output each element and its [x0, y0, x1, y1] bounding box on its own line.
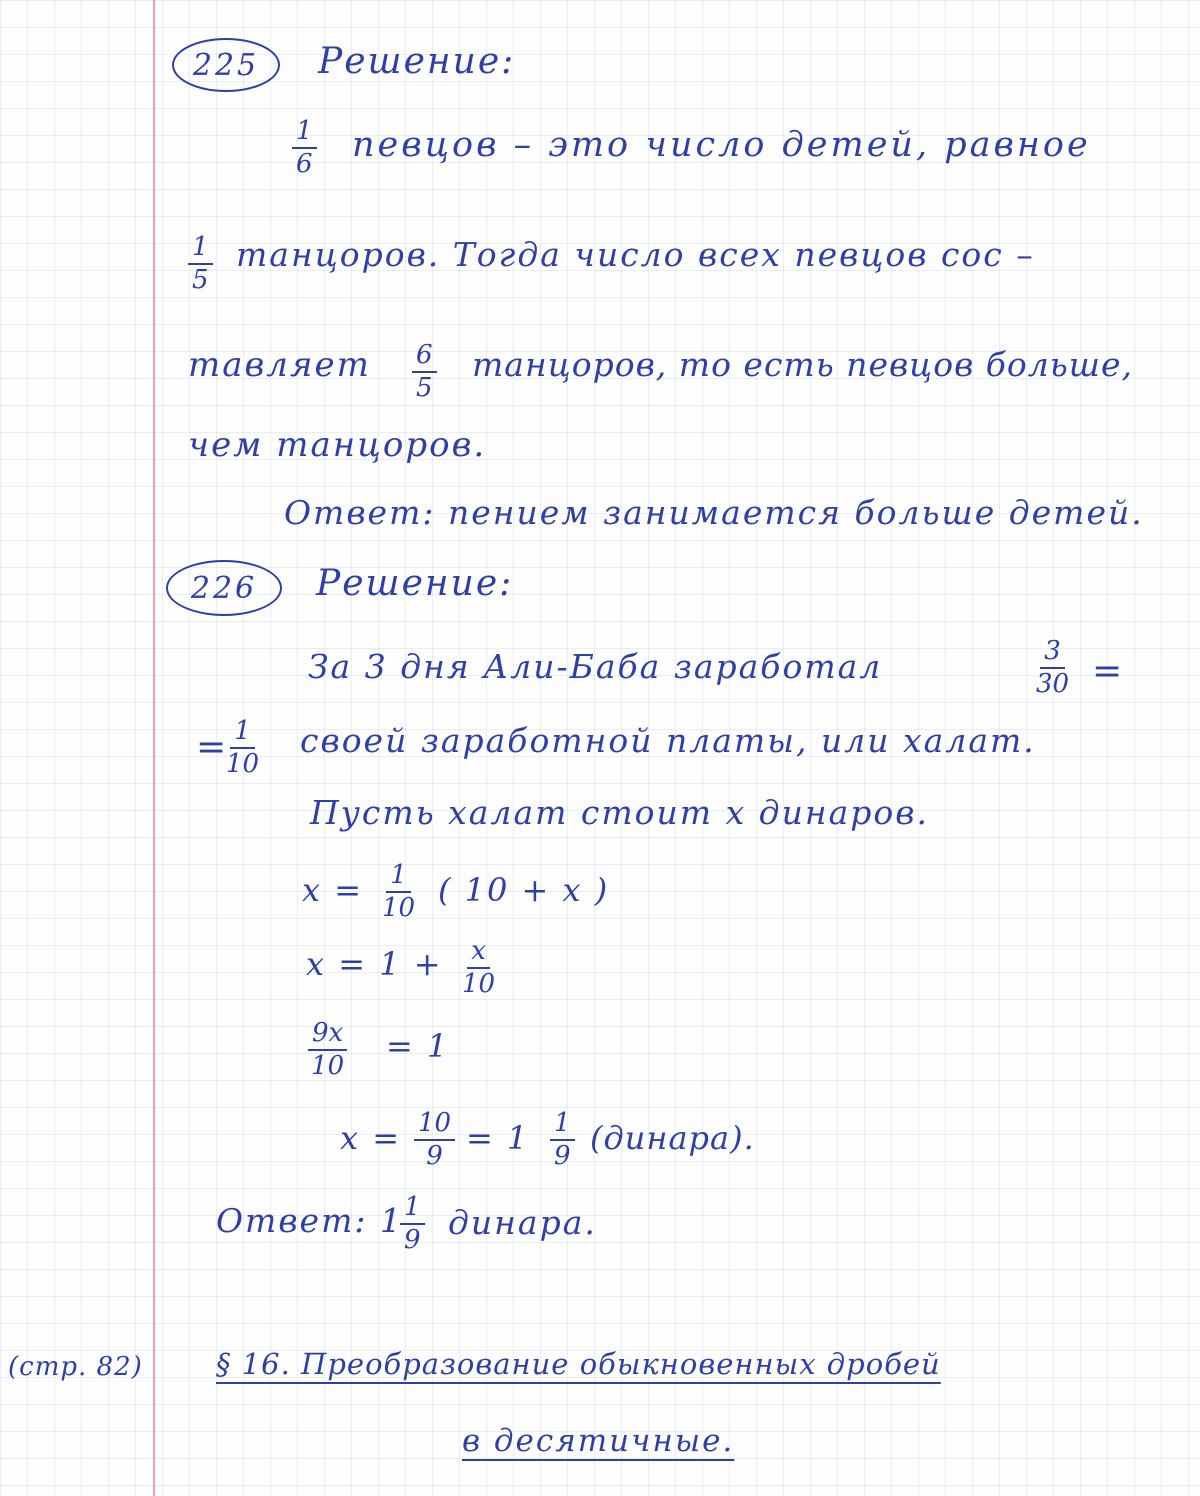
- text-line: своей заработной платы, или халат.: [300, 721, 1036, 760]
- equals-sign: =: [196, 727, 229, 768]
- fraction: $\frac{6}{5}$: [412, 342, 437, 403]
- text-line: Пусть халат стоит x динаров.: [310, 793, 929, 832]
- answer-line: Ответ: 1: [216, 1201, 403, 1240]
- answer-line: Ответ: пением занимается больше детей.: [284, 493, 1144, 532]
- fraction: $\frac{1}{6}$: [292, 118, 317, 179]
- fraction: $\frac{1}{5}$: [188, 234, 213, 295]
- problem-number-226: [166, 560, 282, 616]
- fraction: $\frac{1}{10}$: [382, 860, 416, 924]
- equation-part: x =: [302, 871, 364, 909]
- fraction: $\frac{1}{9}$: [400, 1194, 425, 1255]
- fraction: $\frac{1}{10}$: [226, 716, 260, 780]
- text-line: танцоров, то есть певцов больше,: [472, 345, 1134, 384]
- margin-line: [153, 0, 155, 1496]
- fraction: $\frac{9x}{10}$: [308, 1020, 347, 1081]
- fraction: $\frac{1}{9}$: [550, 1110, 575, 1171]
- equation-part: = 1: [466, 1119, 530, 1157]
- text-line: За 3 дня Али-Баба заработал: [308, 647, 883, 686]
- equation-part: x =: [340, 1119, 402, 1157]
- problem-number-text: 225: [192, 47, 260, 83]
- text-line: чем танцоров.: [188, 425, 487, 465]
- section-title-line1: § 16. Преобразование обыкновенных дробей: [216, 1347, 941, 1381]
- equation-part: = 1: [386, 1027, 450, 1065]
- fraction: $\frac{3}{30}$: [1036, 636, 1070, 700]
- equation-part: x = 1 +: [306, 945, 443, 983]
- text-line: певцов – это число детей, равное: [352, 125, 1091, 165]
- section-title-line2: в десятичные.: [462, 1423, 735, 1459]
- equals-sign: =: [1092, 651, 1125, 692]
- page-reference: (стр. 82): [8, 1352, 143, 1382]
- problem-number-text: 226: [190, 570, 258, 606]
- solution-heading: Решение:: [316, 563, 514, 604]
- fraction: $\frac{10}{9}$: [414, 1110, 455, 1171]
- fraction: $\frac{x}{10}$: [462, 936, 496, 1000]
- text-line: танцоров. Тогда число всех певцов сос –: [236, 235, 1035, 274]
- equation-part: (динара).: [590, 1119, 755, 1157]
- solution-heading: Решение:: [318, 41, 516, 82]
- text-line: тавляет: [188, 345, 371, 385]
- answer-line: динара.: [448, 1203, 597, 1242]
- equation-part: ( 10 + x ): [438, 871, 610, 909]
- problem-number-225: [172, 38, 280, 92]
